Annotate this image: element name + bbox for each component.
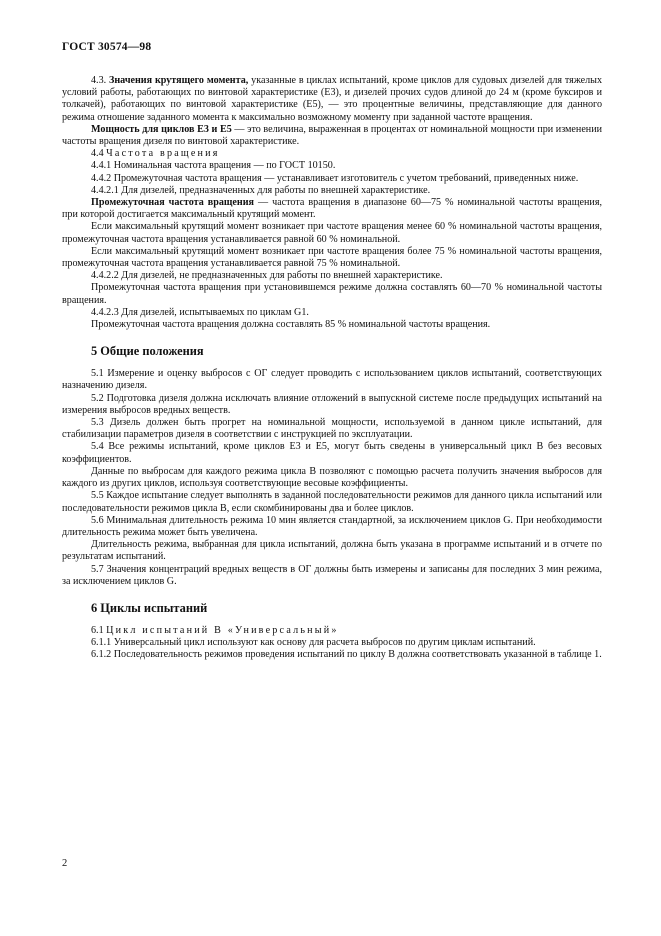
paragraph-4-3 (62, 75, 602, 124)
paragraph-4-4-1: 4.4.1 Номинальная частота вращения — по ГОСТ 10150. (91, 160, 336, 172)
section-heading-5: 5 Общие положения (91, 344, 204, 359)
paragraph-text: указанные в циклах испытаний, кроме циклов для судовых дизелей для тяжелых условий работы, работающих по винтовой характеристике (Е3), и дизелей прочих судов длиной до 24 м (кроме буксиров и толкачей), работающих по винтовой характеристике (Е5), — это процентные величины, представляющие для данного режима отношение заданного момента к максимально возможному моменту при заданной частоте вращения. (62, 75, 603, 123)
paragraph-6-1-2: 6.1.2 Последовательность режимов проведения испытаний по циклу В должна соответствовать указанной в таблице 1. (91, 649, 602, 661)
paragraph-if-60: Если максимальный крутящий момент возникает при частоте вращения менее 60 % номинальной частоты вращения, промежуточная частота вращения устанавливается равной 60 % номинальной. (62, 221, 602, 245)
paragraph-text: — частота вращения в диапазоне 60—75 % номинальной частоты вращения, при которой достигается максимальный крутящий момент. (62, 197, 602, 221)
section-heading-6: 6 Циклы испытаний (91, 600, 208, 615)
paragraph-5-7: 5.7 Значения концентраций вредных веществ в ОГ должны быть измерены и записаны для последних 3 мин режима, за исключением циклов G. (62, 563, 602, 587)
subsection-title: Частота вращения (106, 148, 220, 160)
paragraph-number: 6.1 (91, 624, 104, 636)
paragraph-6-1 (62, 625, 602, 637)
paragraph-4-4 (62, 148, 602, 160)
document-body (62, 75, 602, 662)
paragraph-if-75: Если максимальный крутящий момент возникает при частоте вращения более 75 % номинальной частоты вращения, промежуточная частота вращения устанавливается равной 75 % номинальной. (62, 245, 602, 270)
page-number: 2 (62, 858, 68, 869)
paragraph-5-3: 5.3 Дизель должен быть прогрет на номинальной мощности, используемой в данном цикле испытаний, для стабилизации параметров дизеля в соответствии с инструкцией по эксплуатации. (62, 417, 602, 441)
paragraph-4-4-2: 4.4.2 Промежуточная частота вращения — устанавливает изготовитель с учетом требований, приведенных ниже. (91, 172, 579, 184)
paragraph-intermediate-speed (62, 197, 602, 221)
paragraph-85: Промежуточная частота вращения должна составлять 85 % номинальной частоты вращения. (91, 319, 491, 331)
paragraph-text: — это величина, выраженная в процентах от номинальной мощности при изменении частоты вращения дизеля по винтовой характеристике. (62, 123, 603, 148)
paragraph-5-1: 5.1 Измерение и оценку выбросов с ОГ следует проводить с использованием циклов испытаний, соответствующих назначению дизеля. (62, 368, 602, 392)
bold-term: Мощность для циклов Е3 и Е5 (91, 123, 232, 135)
paragraph-power (62, 124, 602, 148)
subsection-title: Цикл испытаний В «Универсальный» (106, 624, 339, 636)
paragraph-5-6b: Длительность режима, выбранная для цикла испытаний, должна быть указана в программе испытаний и в отчете по результатам испытаний. (62, 539, 602, 563)
paragraph-number: 4.4 (91, 148, 104, 160)
paragraph-5-4b: Данные по выбросам для каждого режима цикла В позволяют с помощью расчета получить значения выбросов для каждого из других циклов, используя соответствующие весовые коэффициенты. (62, 465, 602, 490)
document-header: ГОСТ 30574—98 (62, 41, 152, 53)
bold-term: Значения крутящего момента, (109, 75, 249, 86)
paragraph-6-1-1: 6.1.1 Универсальный цикл используют как основу для расчета выбросов по другим циклам испытаний. (91, 637, 536, 649)
paragraph-4-4-2-1: 4.4.2.1 Для дизелей, предназначенных для работы по внешней характеристике. (91, 184, 431, 196)
paragraph-number: 4.3. (91, 75, 107, 86)
paragraph-5-4: 5.4 Все режимы испытаний, кроме циклов Е3 и Е5, могут быть сведены в универсальный цикл В без весовых коэффициентов. (62, 441, 602, 465)
paragraph-4-4-2-2: 4.4.2.2 Для дизелей, не предназначенных для работы по внешней характеристике. (91, 270, 443, 282)
paragraph-steady: Промежуточная частота вращения при установившемся режиме должна составлять 60—70 % номинальной частоты вращения. (62, 282, 602, 306)
paragraph-4-4-2-3: 4.4.2.3 Для дизелей, испытываемых по циклам G1. (91, 306, 309, 318)
paragraph-5-6: 5.6 Минимальная длительность режима 10 мин является стандартной, за исключением циклов G. При необходимости длительность режима может быть увеличена. (62, 514, 602, 538)
paragraph-5-2: 5.2 Подготовка дизеля должна исключать влияние отложений в выпускной системе после предыдущих испытаний на измерения выбросов вредных веществ. (62, 392, 602, 416)
paragraph-5-5: 5.5 Каждое испытание следует выполнять в заданной последовательности режимов для данного цикла испытаний или последовательности режимов цикла В, если скомбинированы два и более циклов. (62, 490, 602, 514)
bold-term: Промежуточная частота вращения (91, 197, 254, 209)
